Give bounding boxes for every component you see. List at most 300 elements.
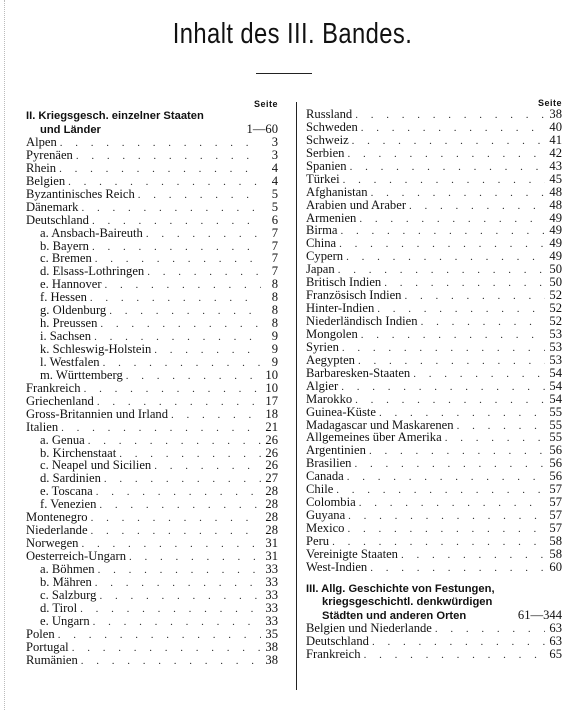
- entry-name: a. Genua: [40, 432, 85, 447]
- toc-entry: [26, 576, 278, 589]
- entry-page: 57: [549, 482, 562, 497]
- entry-page: 9: [271, 329, 278, 344]
- toc-entry: [306, 134, 562, 147]
- entry-page: 38: [265, 652, 278, 667]
- dot-leader: [340, 225, 545, 238]
- toc-entry: [26, 175, 278, 188]
- toc-entry: [26, 343, 278, 356]
- entry-page: 26: [265, 445, 278, 460]
- right-column: [306, 98, 562, 661]
- entry-name: Serbien: [306, 145, 345, 160]
- entry-name: Oesterreich-Ungarn: [26, 549, 126, 563]
- entry-page: 33: [265, 587, 278, 602]
- entry-name: g. Oldenburg: [40, 303, 107, 318]
- dot-leader: [421, 316, 545, 329]
- dot-leader: [129, 551, 261, 564]
- entry-name: Deutschland: [306, 633, 369, 648]
- toc-entry: [26, 602, 278, 615]
- dot-leader: [361, 122, 545, 135]
- entry-name: Russland: [306, 107, 353, 121]
- entry-page: 60: [549, 559, 562, 574]
- dot-leader: [61, 422, 261, 435]
- toc-entry: [306, 328, 562, 341]
- entry-name: m. Württemberg: [40, 367, 123, 382]
- entry-name: Frankreich: [306, 646, 361, 661]
- entry-page: 7: [271, 264, 278, 279]
- section-heading-text: und Länder: [40, 124, 101, 136]
- entry-page: 8: [271, 277, 278, 292]
- entry-name: Guinea-Küste: [306, 404, 376, 419]
- toc-entry: [26, 214, 278, 227]
- toc-entry: [26, 628, 278, 641]
- dot-leader: [372, 636, 545, 649]
- toc-entry: [26, 136, 278, 149]
- entry-name: Rumänien: [26, 652, 78, 667]
- entry-name: c. Neapel und Sicilien: [40, 458, 152, 473]
- toc-entry: [26, 615, 278, 628]
- dot-leader: [355, 394, 545, 407]
- toc-entry: [26, 369, 278, 382]
- section-heading-line: [26, 123, 278, 136]
- dot-leader: [171, 409, 261, 422]
- entry-page: 3: [271, 135, 278, 149]
- entry-page: 5: [271, 199, 278, 214]
- toc-entry: [306, 406, 562, 419]
- entry-page: 35: [265, 626, 278, 641]
- entry-name: b. Bayern: [40, 238, 89, 253]
- toc-entry: [306, 315, 562, 328]
- entry-page: 54: [549, 365, 562, 380]
- dot-leader: [364, 649, 545, 662]
- entry-name: l. Westfalen: [40, 354, 100, 369]
- entry-name: Rhein: [26, 160, 57, 175]
- toc-entry: [306, 147, 562, 160]
- entry-page: 7: [271, 238, 278, 253]
- entry-page: 28: [265, 510, 278, 525]
- entry-page: 45: [549, 171, 562, 186]
- entry-name: Polen: [26, 626, 55, 641]
- entry-name: e. Toscana: [40, 484, 93, 499]
- entry-name: b. Mähren: [40, 574, 92, 589]
- entry-name: Allgemeines über Amerika: [306, 430, 442, 445]
- entry-name: Deutschland: [26, 212, 89, 227]
- entry-page: 26: [265, 432, 278, 447]
- column-divider: [296, 102, 297, 690]
- toc-entry: [306, 224, 562, 237]
- toc-entry: [26, 563, 278, 576]
- toc-entry: [306, 648, 562, 661]
- toc-entry: [26, 149, 278, 162]
- dot-leader: [350, 161, 545, 174]
- dot-leader: [341, 381, 545, 394]
- dot-leader: [413, 368, 545, 381]
- seite-header-left: Seite: [253, 99, 278, 109]
- entry-name: Birma: [306, 223, 338, 238]
- dot-leader: [99, 590, 261, 603]
- entry-name: Barbaresken-Staaten: [306, 365, 411, 380]
- entry-page: 54: [549, 391, 562, 406]
- entry-name: b. Kirchenstaat: [40, 445, 117, 460]
- entry-page: 49: [549, 249, 562, 264]
- dot-leader: [370, 562, 545, 575]
- toc-entry: [306, 509, 562, 522]
- page-edge: [0, 0, 5, 710]
- dot-leader: [91, 525, 261, 538]
- entry-name: China: [306, 236, 337, 251]
- dot-leader: [354, 458, 545, 471]
- dot-leader: [384, 277, 545, 290]
- entry-name: Hinter-Indien: [306, 301, 375, 316]
- dot-leader: [401, 549, 545, 562]
- left-column: [26, 98, 278, 666]
- dot-leader: [76, 150, 261, 163]
- toc-entry: [306, 250, 562, 263]
- dot-leader: [352, 135, 545, 148]
- dot-leader: [90, 292, 261, 305]
- entry-name: Spanien: [306, 158, 347, 173]
- toc-entry: [26, 382, 278, 395]
- entry-page: 41: [549, 132, 562, 147]
- title-rule: [256, 73, 312, 74]
- entry-page: 48: [549, 197, 562, 212]
- toc-entry: [306, 561, 562, 574]
- dot-leader: [445, 432, 545, 445]
- dot-leader: [347, 148, 545, 161]
- entry-name: Colombia: [306, 495, 356, 510]
- entry-name: Peru: [306, 533, 330, 548]
- entry-page: 58: [549, 546, 562, 561]
- entry-page: 7: [271, 225, 278, 240]
- entry-page: 18: [265, 406, 278, 421]
- entry-page: 10: [265, 367, 278, 382]
- entry-page: 57: [549, 521, 562, 535]
- entry-page: 38: [549, 107, 562, 121]
- entry-name: d. Tirol: [40, 600, 78, 615]
- entry-page: 57: [549, 508, 562, 523]
- entry-page: 5: [271, 186, 278, 201]
- section-heading-text: Städten und anderen Orten: [322, 609, 467, 622]
- toc-entry: [306, 635, 562, 648]
- entry-name: k. Schleswig-Holstein: [40, 342, 152, 356]
- entry-name: Canada: [306, 469, 344, 484]
- dot-leader: [147, 266, 261, 279]
- toc-entry: [306, 121, 562, 134]
- entry-name: Afghanistan: [306, 184, 368, 199]
- entry-page: 49: [549, 223, 562, 238]
- entry-page: 33: [265, 574, 278, 589]
- entry-page: 28: [265, 523, 278, 538]
- entry-name: Niederländisch Indien: [306, 314, 418, 328]
- entry-name: Gross-Britannien und Irland: [26, 406, 168, 421]
- entry-page: 28: [265, 497, 278, 512]
- dot-leader: [109, 305, 261, 318]
- entry-page: 55: [549, 404, 562, 419]
- toc-entry: [306, 457, 562, 470]
- entry-page: 31: [265, 536, 278, 551]
- entry-page: 52: [549, 301, 562, 316]
- dot-leader: [98, 564, 261, 577]
- entry-page: 54: [549, 378, 562, 393]
- entry-name: Italien: [26, 419, 59, 434]
- entry-page: 4: [271, 160, 278, 175]
- right-entry-list-after: [306, 622, 562, 661]
- entry-page: 33: [265, 613, 278, 628]
- entry-page: 53: [549, 352, 562, 367]
- entry-name: i. Sachsen: [40, 329, 92, 344]
- entry-name: Mexico: [306, 521, 345, 535]
- entry-name: Marokko: [306, 391, 353, 406]
- dot-leader: [95, 577, 261, 590]
- entry-name: Cypern: [306, 249, 344, 264]
- entry-page: 58: [549, 533, 562, 548]
- dot-leader: [60, 137, 261, 150]
- entry-name: c. Bremen: [40, 251, 92, 266]
- dot-leader: [346, 251, 545, 264]
- entry-page: 65: [549, 646, 562, 661]
- dot-leader: [81, 655, 261, 668]
- dot-leader: [336, 484, 545, 497]
- dot-leader: [369, 445, 545, 458]
- toc-entry: [26, 589, 278, 602]
- entry-name: a. Ansbach-Baireuth: [40, 225, 143, 240]
- entry-page: 49: [549, 210, 562, 225]
- dot-leader: [347, 523, 545, 536]
- section-heading-line: III. Allg. Geschichte von Festungen,: [306, 582, 495, 595]
- entry-page: 8: [271, 290, 278, 305]
- entry-page: 31: [265, 549, 278, 563]
- entry-name: d. Sardinien: [40, 471, 101, 486]
- toc-entry: [306, 354, 562, 367]
- entry-name: Guyana: [306, 508, 346, 523]
- dot-leader: [342, 342, 545, 355]
- entry-page: 56: [549, 456, 562, 471]
- entry-page: 53: [549, 339, 562, 354]
- entry-page: 4: [271, 173, 278, 188]
- entry-name: Byzantinisches Reich: [26, 186, 135, 201]
- entry-name: Schweden: [306, 119, 358, 134]
- left-entry-list: [26, 136, 278, 666]
- entry-page: 53: [549, 326, 562, 341]
- section-pages: 1—60: [246, 122, 278, 136]
- toc-entry: [306, 186, 562, 199]
- toc-entry: [306, 535, 562, 548]
- toc-entry: [26, 356, 278, 369]
- right-entry-list: [306, 108, 562, 574]
- entry-page: 63: [549, 620, 562, 635]
- entry-name: Arabien und Araber: [306, 197, 407, 212]
- toc-entry: [306, 237, 562, 250]
- dot-leader: [154, 460, 261, 473]
- dot-leader: [72, 642, 261, 655]
- dot-leader: [348, 510, 545, 523]
- entry-page: 50: [549, 275, 562, 290]
- entry-name: Dänemark: [26, 199, 79, 214]
- entry-page: 40: [549, 119, 562, 134]
- dot-leader: [96, 486, 261, 499]
- section-heading-ii: [26, 110, 278, 136]
- entry-name: d. Elsass-Lothringen: [40, 264, 145, 279]
- toc-entry: [306, 470, 562, 483]
- entry-name: Aegypten: [306, 352, 355, 367]
- entry-page: 17: [265, 393, 278, 408]
- entry-name: Frankreich: [26, 380, 81, 395]
- toc-entry: [306, 380, 562, 393]
- entry-name: Montenegro: [26, 510, 88, 525]
- entry-name: Niederlande: [26, 523, 88, 538]
- entry-page: 26: [265, 458, 278, 473]
- dot-leader: [93, 616, 261, 629]
- dot-leader: [105, 279, 261, 292]
- entry-name: Vereinigte Staaten: [306, 546, 398, 561]
- dot-leader: [347, 471, 545, 484]
- entry-page: 33: [265, 561, 278, 576]
- entry-page: 38: [265, 639, 278, 654]
- entry-name: h. Preussen: [40, 316, 98, 331]
- dot-leader: [154, 344, 261, 357]
- entry-page: 28: [265, 484, 278, 499]
- toc-entry: [306, 548, 562, 561]
- dot-leader: [146, 228, 261, 241]
- entry-page: 49: [549, 236, 562, 251]
- entry-page: 3: [271, 147, 278, 162]
- dot-leader: [58, 629, 261, 642]
- section-heading-line: [306, 609, 562, 622]
- entry-name: Madagascar und Maskarenen: [306, 417, 454, 432]
- entry-name: West-Indien: [306, 559, 368, 574]
- entry-name: Pyrenäen: [26, 147, 73, 162]
- page-title: Inhalt des III. Bandes.: [172, 18, 413, 50]
- entry-name: Armenien: [306, 210, 357, 225]
- dot-leader: [339, 238, 545, 251]
- dot-leader: [359, 213, 545, 226]
- dot-leader: [404, 290, 545, 303]
- entry-page: 48: [549, 184, 562, 199]
- toc-entry: [306, 199, 562, 212]
- entry-name: Schweiz: [306, 132, 349, 147]
- entry-page: 7: [271, 251, 278, 266]
- dot-leader: [81, 202, 261, 215]
- toc-entry: [306, 173, 562, 186]
- seite-header-right: Seite: [537, 98, 562, 108]
- dot-leader: [91, 512, 261, 525]
- entry-page: 9: [271, 342, 278, 356]
- section-pages: 61—344: [517, 607, 562, 622]
- toc-entry: [306, 522, 562, 535]
- entry-page: 57: [549, 495, 562, 510]
- entry-name: Norwegen: [26, 536, 79, 551]
- dot-leader: [92, 241, 261, 254]
- entry-name: Türkei: [306, 171, 340, 186]
- dot-leader: [457, 420, 545, 433]
- toc-entry: [26, 408, 278, 421]
- entry-page: 9: [271, 354, 278, 369]
- section-heading-line: kriegsgeschichtl. denkwürdigen: [322, 595, 493, 608]
- dot-leader: [355, 109, 545, 122]
- dot-leader: [126, 370, 261, 383]
- toc-entry: [26, 227, 278, 240]
- dot-leader: [80, 603, 261, 616]
- entry-name: Belgien: [26, 173, 66, 188]
- toc-entry: [26, 201, 278, 214]
- dot-leader: [100, 318, 261, 331]
- toc-entry: [306, 212, 562, 225]
- entry-name: c. Salzburg: [40, 587, 97, 602]
- entry-name: e. Hannover: [40, 277, 102, 292]
- dot-leader: [103, 357, 261, 370]
- toc-entry: [26, 162, 278, 175]
- entry-page: 55: [549, 417, 562, 432]
- entry-name: Portugal: [26, 639, 69, 654]
- entry-page: 56: [549, 469, 562, 484]
- entry-name: Alpen: [26, 135, 57, 149]
- toc-entry: [306, 393, 562, 406]
- entry-name: Argentinien: [306, 443, 366, 458]
- toc-entry: [306, 341, 562, 354]
- dot-leader: [99, 499, 261, 512]
- toc-entry: [306, 622, 562, 635]
- dot-leader: [59, 163, 261, 176]
- section-heading-iii: [306, 583, 562, 622]
- dot-leader: [409, 200, 545, 213]
- entry-name: Griechenland: [26, 393, 94, 408]
- entry-page: 42: [549, 145, 562, 160]
- entry-name: Britisch Indien: [306, 275, 382, 290]
- entry-name: Mongolen: [306, 326, 358, 341]
- entry-page: 52: [549, 314, 562, 328]
- entry-name: Syrien: [306, 339, 339, 354]
- entry-page: 27: [265, 471, 278, 486]
- toc-entry: [26, 654, 278, 667]
- entry-name: Chile: [306, 482, 334, 497]
- entry-page: 56: [549, 443, 562, 458]
- dot-leader: [84, 383, 261, 396]
- entry-page: 6: [271, 212, 278, 227]
- dot-leader: [359, 497, 545, 510]
- toc-entry: [306, 108, 562, 121]
- toc-entry: [306, 160, 562, 173]
- entry-name: Algier: [306, 378, 339, 393]
- entry-page: 21: [265, 419, 278, 434]
- section-heading-line: II. Kriegsgesch. einzelner Staaten: [26, 110, 204, 122]
- entry-name: e. Ungarn: [40, 613, 90, 628]
- dot-leader: [361, 329, 545, 342]
- toc-entry: [26, 434, 278, 447]
- entry-name: Brasilien: [306, 456, 352, 471]
- dot-leader: [138, 189, 261, 202]
- entry-page: 63: [549, 633, 562, 648]
- toc-entry: [26, 550, 278, 563]
- entry-page: 43: [549, 158, 562, 173]
- toc-entry: [26, 421, 278, 434]
- entry-page: 10: [265, 380, 278, 395]
- toc-entry: [26, 641, 278, 654]
- entry-name: f. Venezien: [40, 497, 97, 512]
- entry-name: f. Hessen: [40, 290, 87, 305]
- entry-name: a. Böhmen: [40, 561, 95, 576]
- entry-page: 33: [265, 600, 278, 615]
- toc-entry: [306, 367, 562, 380]
- entry-page: 50: [549, 262, 562, 277]
- entry-page: 52: [549, 288, 562, 303]
- toc-entry: [26, 395, 278, 408]
- toc-entry: [26, 188, 278, 201]
- entry-name: Japan: [306, 262, 335, 277]
- entry-page: 55: [549, 430, 562, 445]
- dot-leader: [343, 174, 545, 187]
- entry-page: 8: [271, 316, 278, 331]
- dot-leader: [104, 473, 261, 486]
- entry-page: 8: [271, 303, 278, 318]
